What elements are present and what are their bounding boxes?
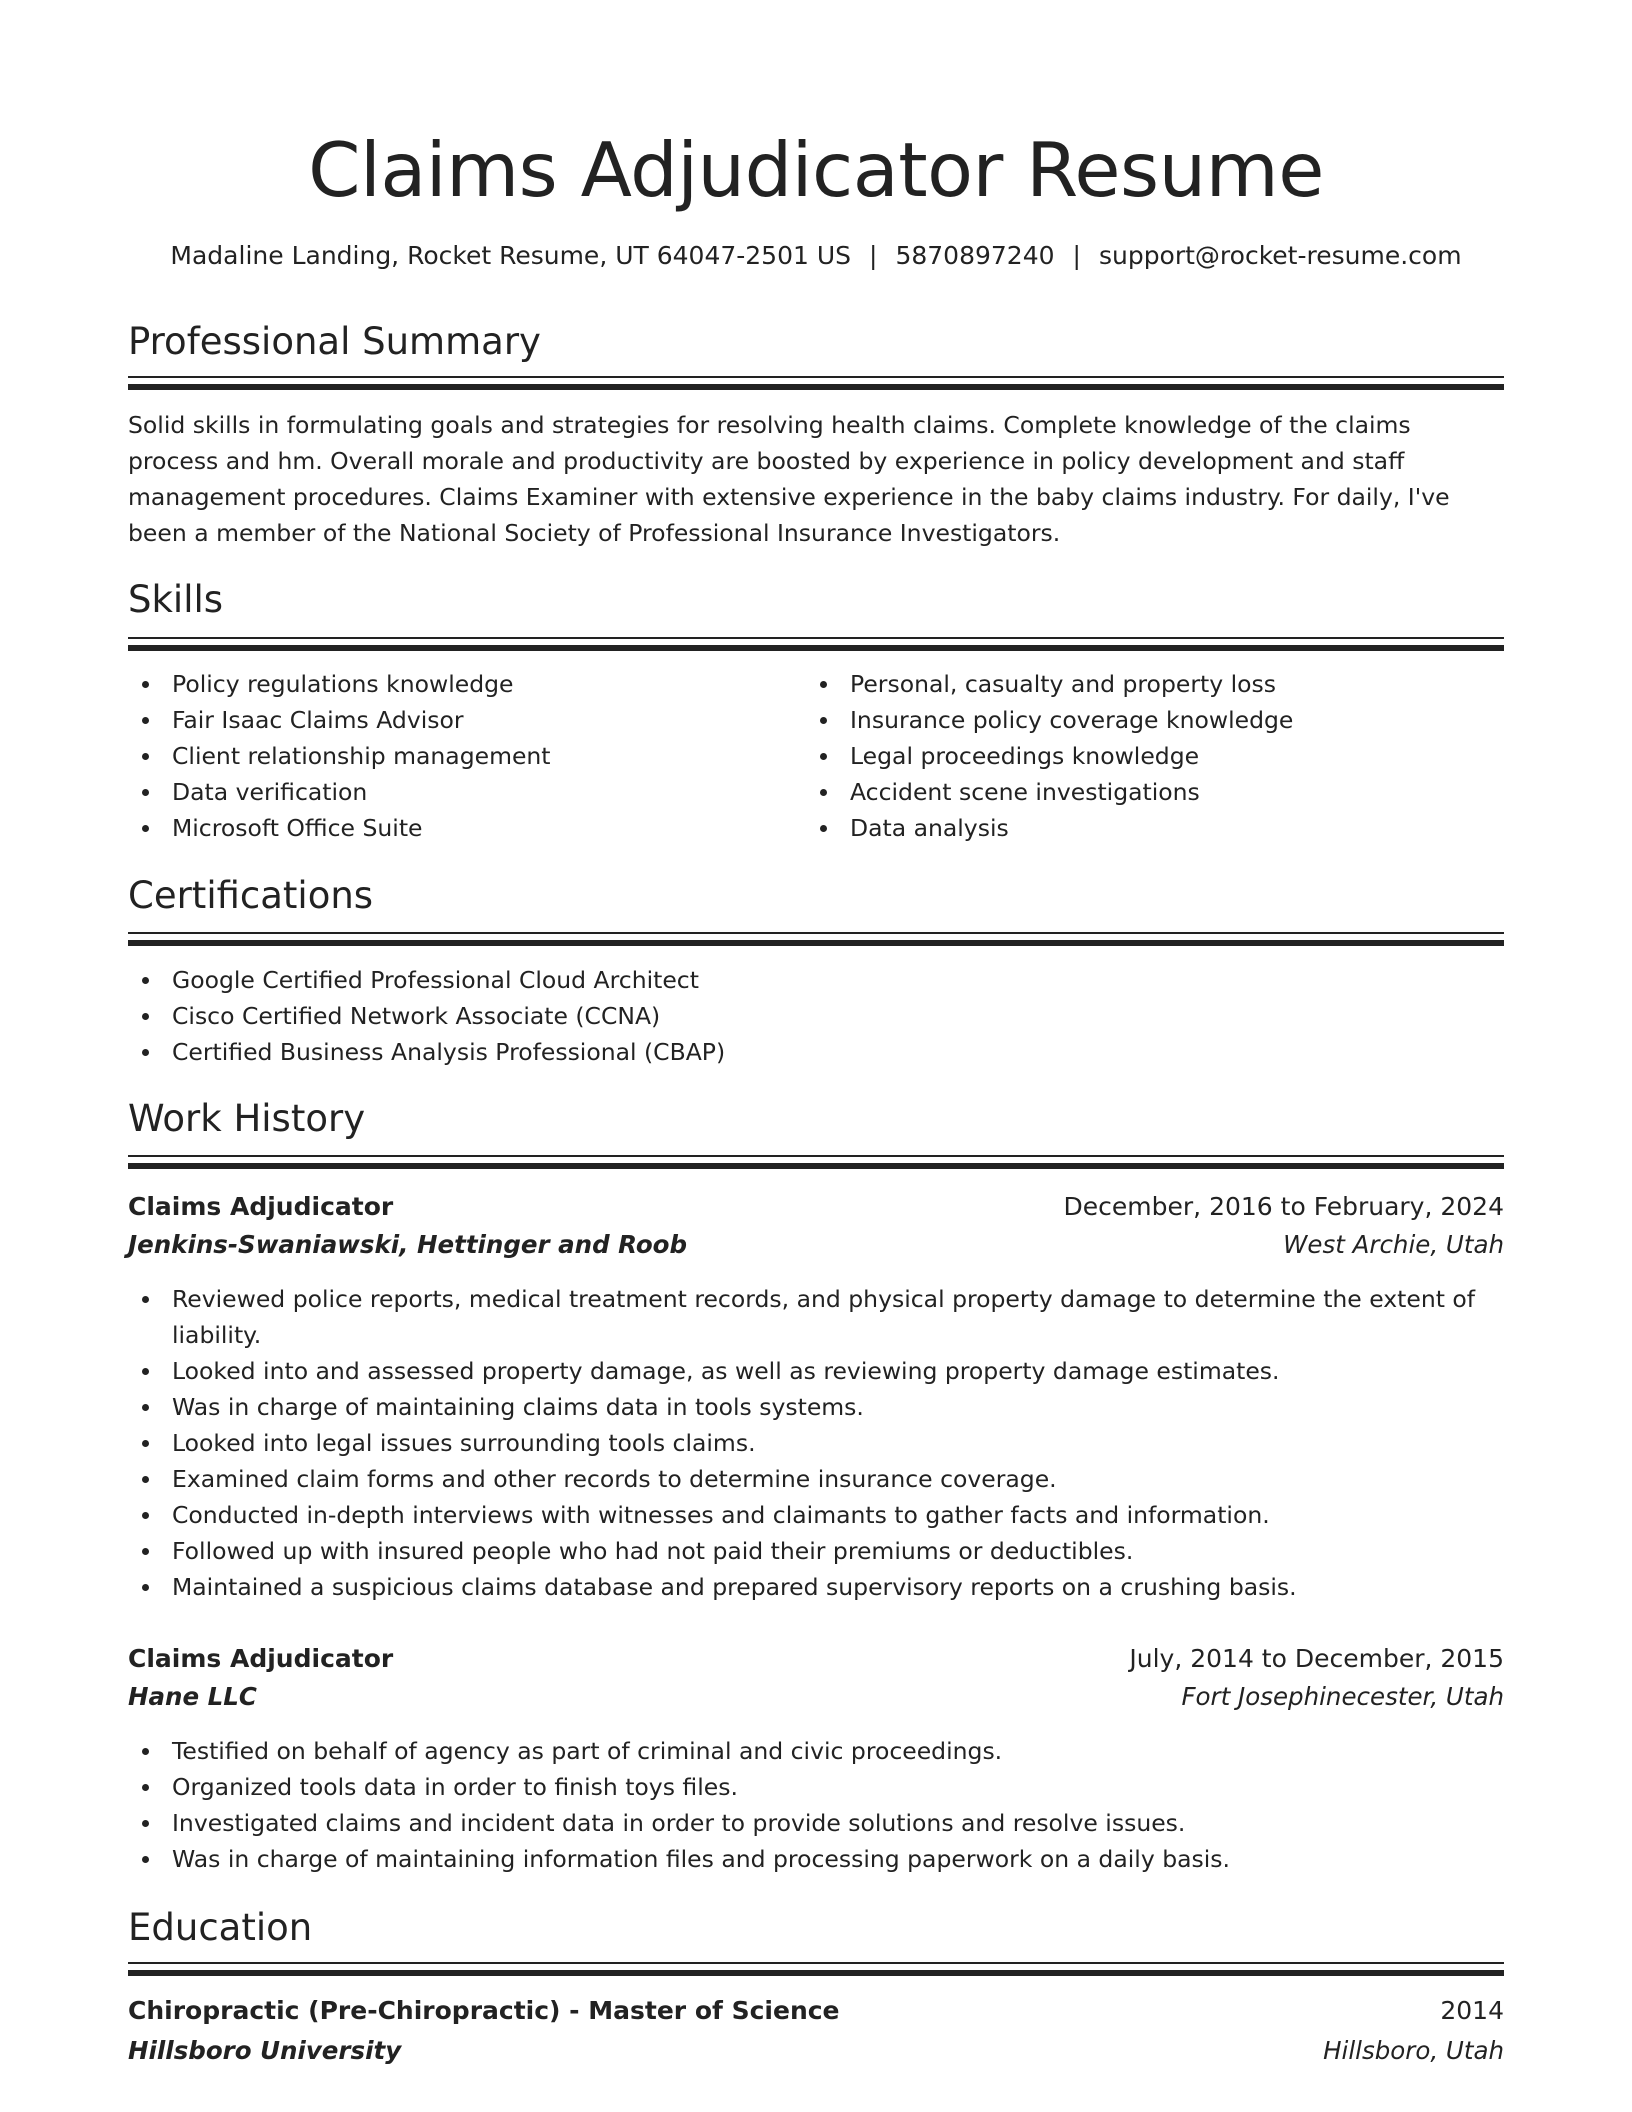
- job-duties-list: [128, 1733, 1504, 1877]
- section-divider: [128, 645, 1504, 651]
- list-item: Looked into legal issues surrounding tools claims.: [128, 1425, 1504, 1461]
- list-item: Accident scene investigations: [806, 774, 1504, 810]
- skills-list-left: [128, 666, 788, 846]
- section-divider: [128, 932, 1504, 934]
- skills-list-right: [806, 666, 1504, 846]
- education-header: [128, 1992, 1504, 2030]
- job-duties-list: [128, 1281, 1504, 1605]
- company-name: Hane LLC: [128, 1682, 257, 1711]
- list-item: Was in charge of maintaining claims data in tools systems.: [128, 1389, 1504, 1425]
- list-item: Insurance policy coverage knowledge: [806, 702, 1504, 738]
- certifications-list: [128, 962, 1504, 1070]
- list-item: Data verification: [128, 774, 788, 810]
- job-location: Fort Josephinecester, Utah: [1181, 1682, 1504, 1711]
- list-item: Looked into and assessed property damage, as well as reviewing property damage estimates.: [128, 1353, 1504, 1389]
- list-item: Data analysis: [806, 810, 1504, 846]
- section-heading: Professional Summary: [128, 320, 541, 363]
- list-item: Was in charge of maintaining information files and processing paperwork on a daily basis.: [128, 1841, 1504, 1877]
- school-location: Hillsboro, Utah: [1323, 2036, 1504, 2065]
- education-school-row: [128, 2032, 1504, 2070]
- section-divider: [128, 637, 1504, 639]
- list-item: Testified on behalf of agency as part of criminal and civic proceedings.: [128, 1733, 1504, 1769]
- job-location: West Archie, Utah: [1283, 1230, 1504, 1259]
- school-name: Hillsboro University: [128, 2036, 402, 2065]
- contact-line: [128, 238, 1504, 274]
- list-item: Microsoft Office Suite: [128, 810, 788, 846]
- job-company-row: [128, 1226, 1504, 1264]
- section-header-education: [128, 1904, 1504, 1952]
- list-item: Certified Business Analysis Professional (CBAP): [128, 1034, 1504, 1070]
- section-divider: [128, 1962, 1504, 1964]
- section-heading: Education: [128, 1906, 313, 1949]
- section-heading: Work History: [128, 1097, 366, 1140]
- list-item: Cisco Certified Network Associate (CCNA): [128, 998, 1504, 1034]
- section-divider: [128, 1155, 1504, 1157]
- list-item: Conducted in-depth interviews with witnesses and claimants to gather facts and information.: [128, 1497, 1504, 1533]
- list-item: Client relationship management: [128, 738, 788, 774]
- contact-address: Madaline Landing, Rocket Resume, UT 64047-2501 US: [170, 241, 852, 270]
- section-header-summary: [128, 318, 1504, 366]
- section-divider: [128, 1970, 1504, 1976]
- section-header-skills: [128, 576, 1504, 624]
- list-item: Fair Isaac Claims Advisor: [128, 702, 788, 738]
- section-divider: [128, 384, 1504, 390]
- section-header-work-history: [128, 1095, 1504, 1143]
- company-name: Jenkins-Swaniawski, Hettinger and Roob: [128, 1230, 688, 1259]
- list-item: Personal, casualty and property loss: [806, 666, 1504, 702]
- degree: Chiropractic (Pre-Chiropractic) - Master of Science: [128, 1996, 840, 2025]
- list-item: Followed up with insured people who had not paid their premiums or deductibles.: [128, 1533, 1504, 1569]
- list-item: Maintained a suspicious claims database and prepared supervisory reports on a crushing basis.: [128, 1569, 1504, 1605]
- contact-separator: |: [869, 241, 878, 270]
- list-item: Policy regulations knowledge: [128, 666, 788, 702]
- job-header: [128, 1640, 1504, 1678]
- list-item: Reviewed police reports, medical treatment records, and physical property damage to determine the extent of liability.: [128, 1281, 1504, 1353]
- contact-separator: |: [1072, 241, 1081, 270]
- section-heading: Certifications: [128, 874, 374, 917]
- job-title: Claims Adjudicator: [128, 1644, 394, 1673]
- list-item: Google Certified Professional Cloud Architect: [128, 962, 1504, 998]
- section-divider: [128, 376, 1504, 378]
- section-header-certifications: [128, 872, 1504, 920]
- list-item: Examined claim forms and other records to determine insurance coverage.: [128, 1461, 1504, 1497]
- summary-text: Solid skills in formulating goals and strategies for resolving health claims. Complete knowledge of the claims process and hm. Overall morale and productivity are boosted by experience in policy development and staff management procedures. Claims Examiner with extensive experience in the baby claims industry. For daily, I've been a member of the National Society of Professional Insurance Investigators.: [128, 411, 1450, 547]
- resume-title: Claims Adjudicator Resume: [308, 126, 1324, 214]
- job-dates: December, 2016 to February, 2024: [1063, 1192, 1504, 1221]
- list-item: Organized tools data in order to finish toys files.: [128, 1769, 1504, 1805]
- job-company-row: [128, 1678, 1504, 1716]
- section-divider: [128, 940, 1504, 946]
- section-heading: Skills: [128, 578, 224, 621]
- education-year: 2014: [1440, 1996, 1504, 2025]
- job-dates: July, 2014 to December, 2015: [1129, 1644, 1504, 1673]
- contact-phone: 5870897240: [895, 241, 1055, 270]
- job-title: Claims Adjudicator: [128, 1192, 394, 1221]
- job-header: [128, 1188, 1504, 1226]
- section-divider: [128, 1163, 1504, 1169]
- list-item: Legal proceedings knowledge: [806, 738, 1504, 774]
- contact-email: support@rocket-resume.com: [1098, 241, 1462, 270]
- list-item: Investigated claims and incident data in order to provide solutions and resolve issues.: [128, 1805, 1504, 1841]
